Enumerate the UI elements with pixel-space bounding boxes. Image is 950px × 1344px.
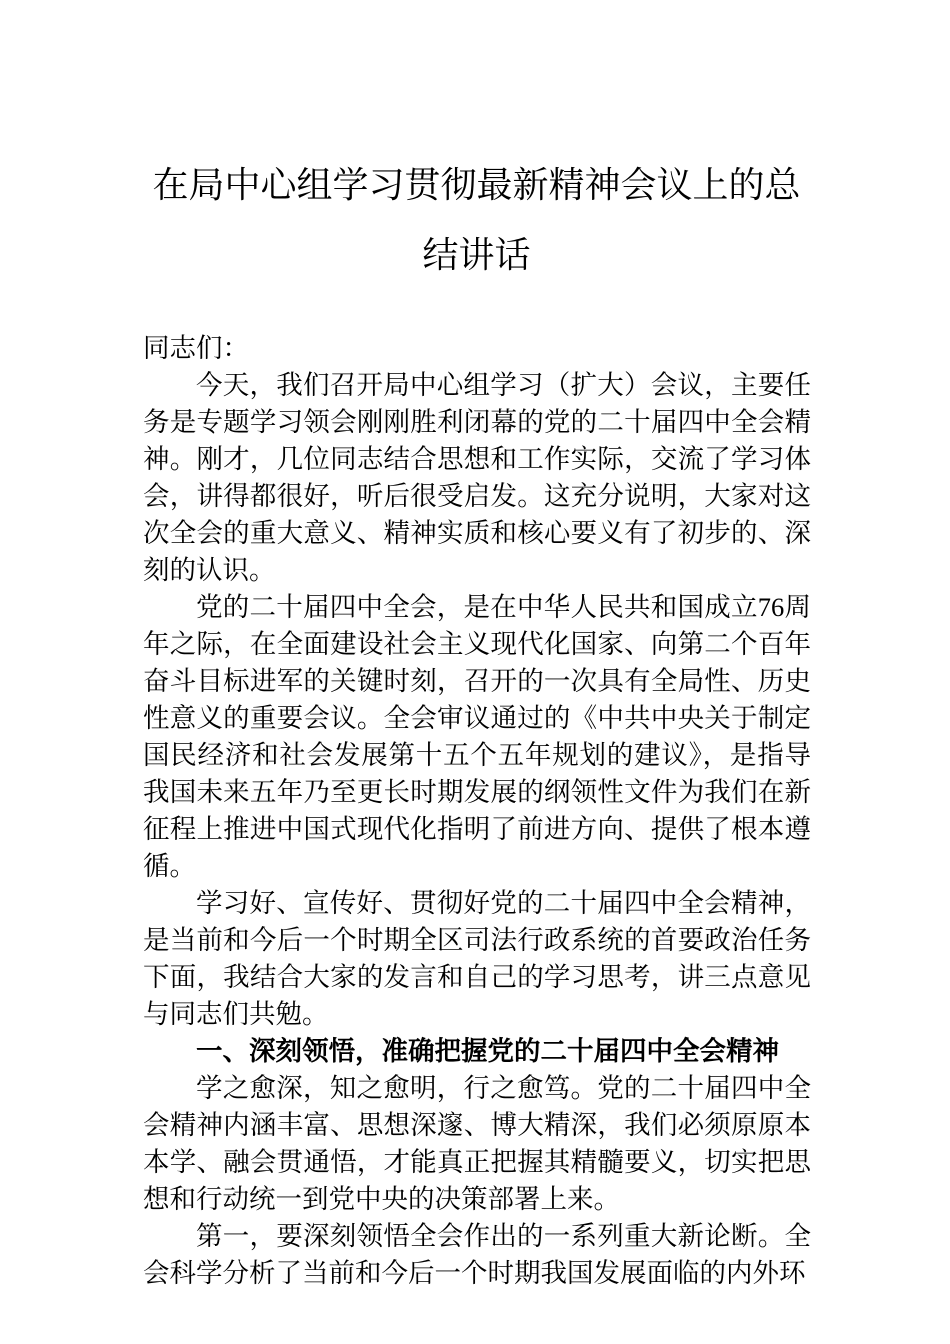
paragraph: 第一，要深刻领悟全会作出的一系列重大新论断。全会科学分析了当前和今后一个时期我国发展面临的内外环 [143, 1221, 811, 1288]
paragraph: 学之愈深，知之愈明，行之愈笃。党的二十届四中全会精神内涵丰富、思想深邃、博大精深，我们必须原原本本学、融会贯通悟，才能真正把握其精髓要义，切实把思想和行动统一到党中央的决策部署上来。 [143, 1073, 811, 1214]
paragraph: 同志们： [143, 333, 249, 363]
paragraph: 党的二十届四中全会，是在中华人民共和国成立76周年之际，在全面建设社会主义现代化国家、向第二个百年奋斗目标进军的关键时刻，召开的一次具有全局性、历史性意义的重要会议。全会审议通过的《中共中央关于制定国民经济和社会发展第十五个五年规划的建议》，是指导我国未来五年乃至更长时期发展的纲领性文件为我们在新征程上推进中国式现代化指明了前进方向、提供了根本遵循。 [143, 592, 811, 881]
section-heading: 一、深刻领悟，准确把握党的二十届四中全会精神 [196, 1036, 779, 1066]
paragraph: 学习好、宣传好、贯彻好党的二十届四中全会精神，是当前和今后一个时期全区司法行政系统的首要政治任务下面，我结合大家的发言和自己的学习思考，讲三点意见与同志们共勉。 [143, 888, 811, 1029]
document-body [143, 330, 811, 1292]
document-title: 在局中心组学习贯彻最新精神会议上的总结讲话 [152, 165, 801, 275]
paragraph: 今天，我们召开局中心组学习（扩大）会议，主要任务是专题学习领会刚刚胜利闭幕的党的二十届四中全会精神。刚才，几位同志结合思想和工作实际，交流了学习体会，讲得都很好，听后很受启发。这充分说明，大家对这次全会的重大意义、精神实质和核心要义有了初步的、深刻的认识。 [143, 370, 811, 585]
